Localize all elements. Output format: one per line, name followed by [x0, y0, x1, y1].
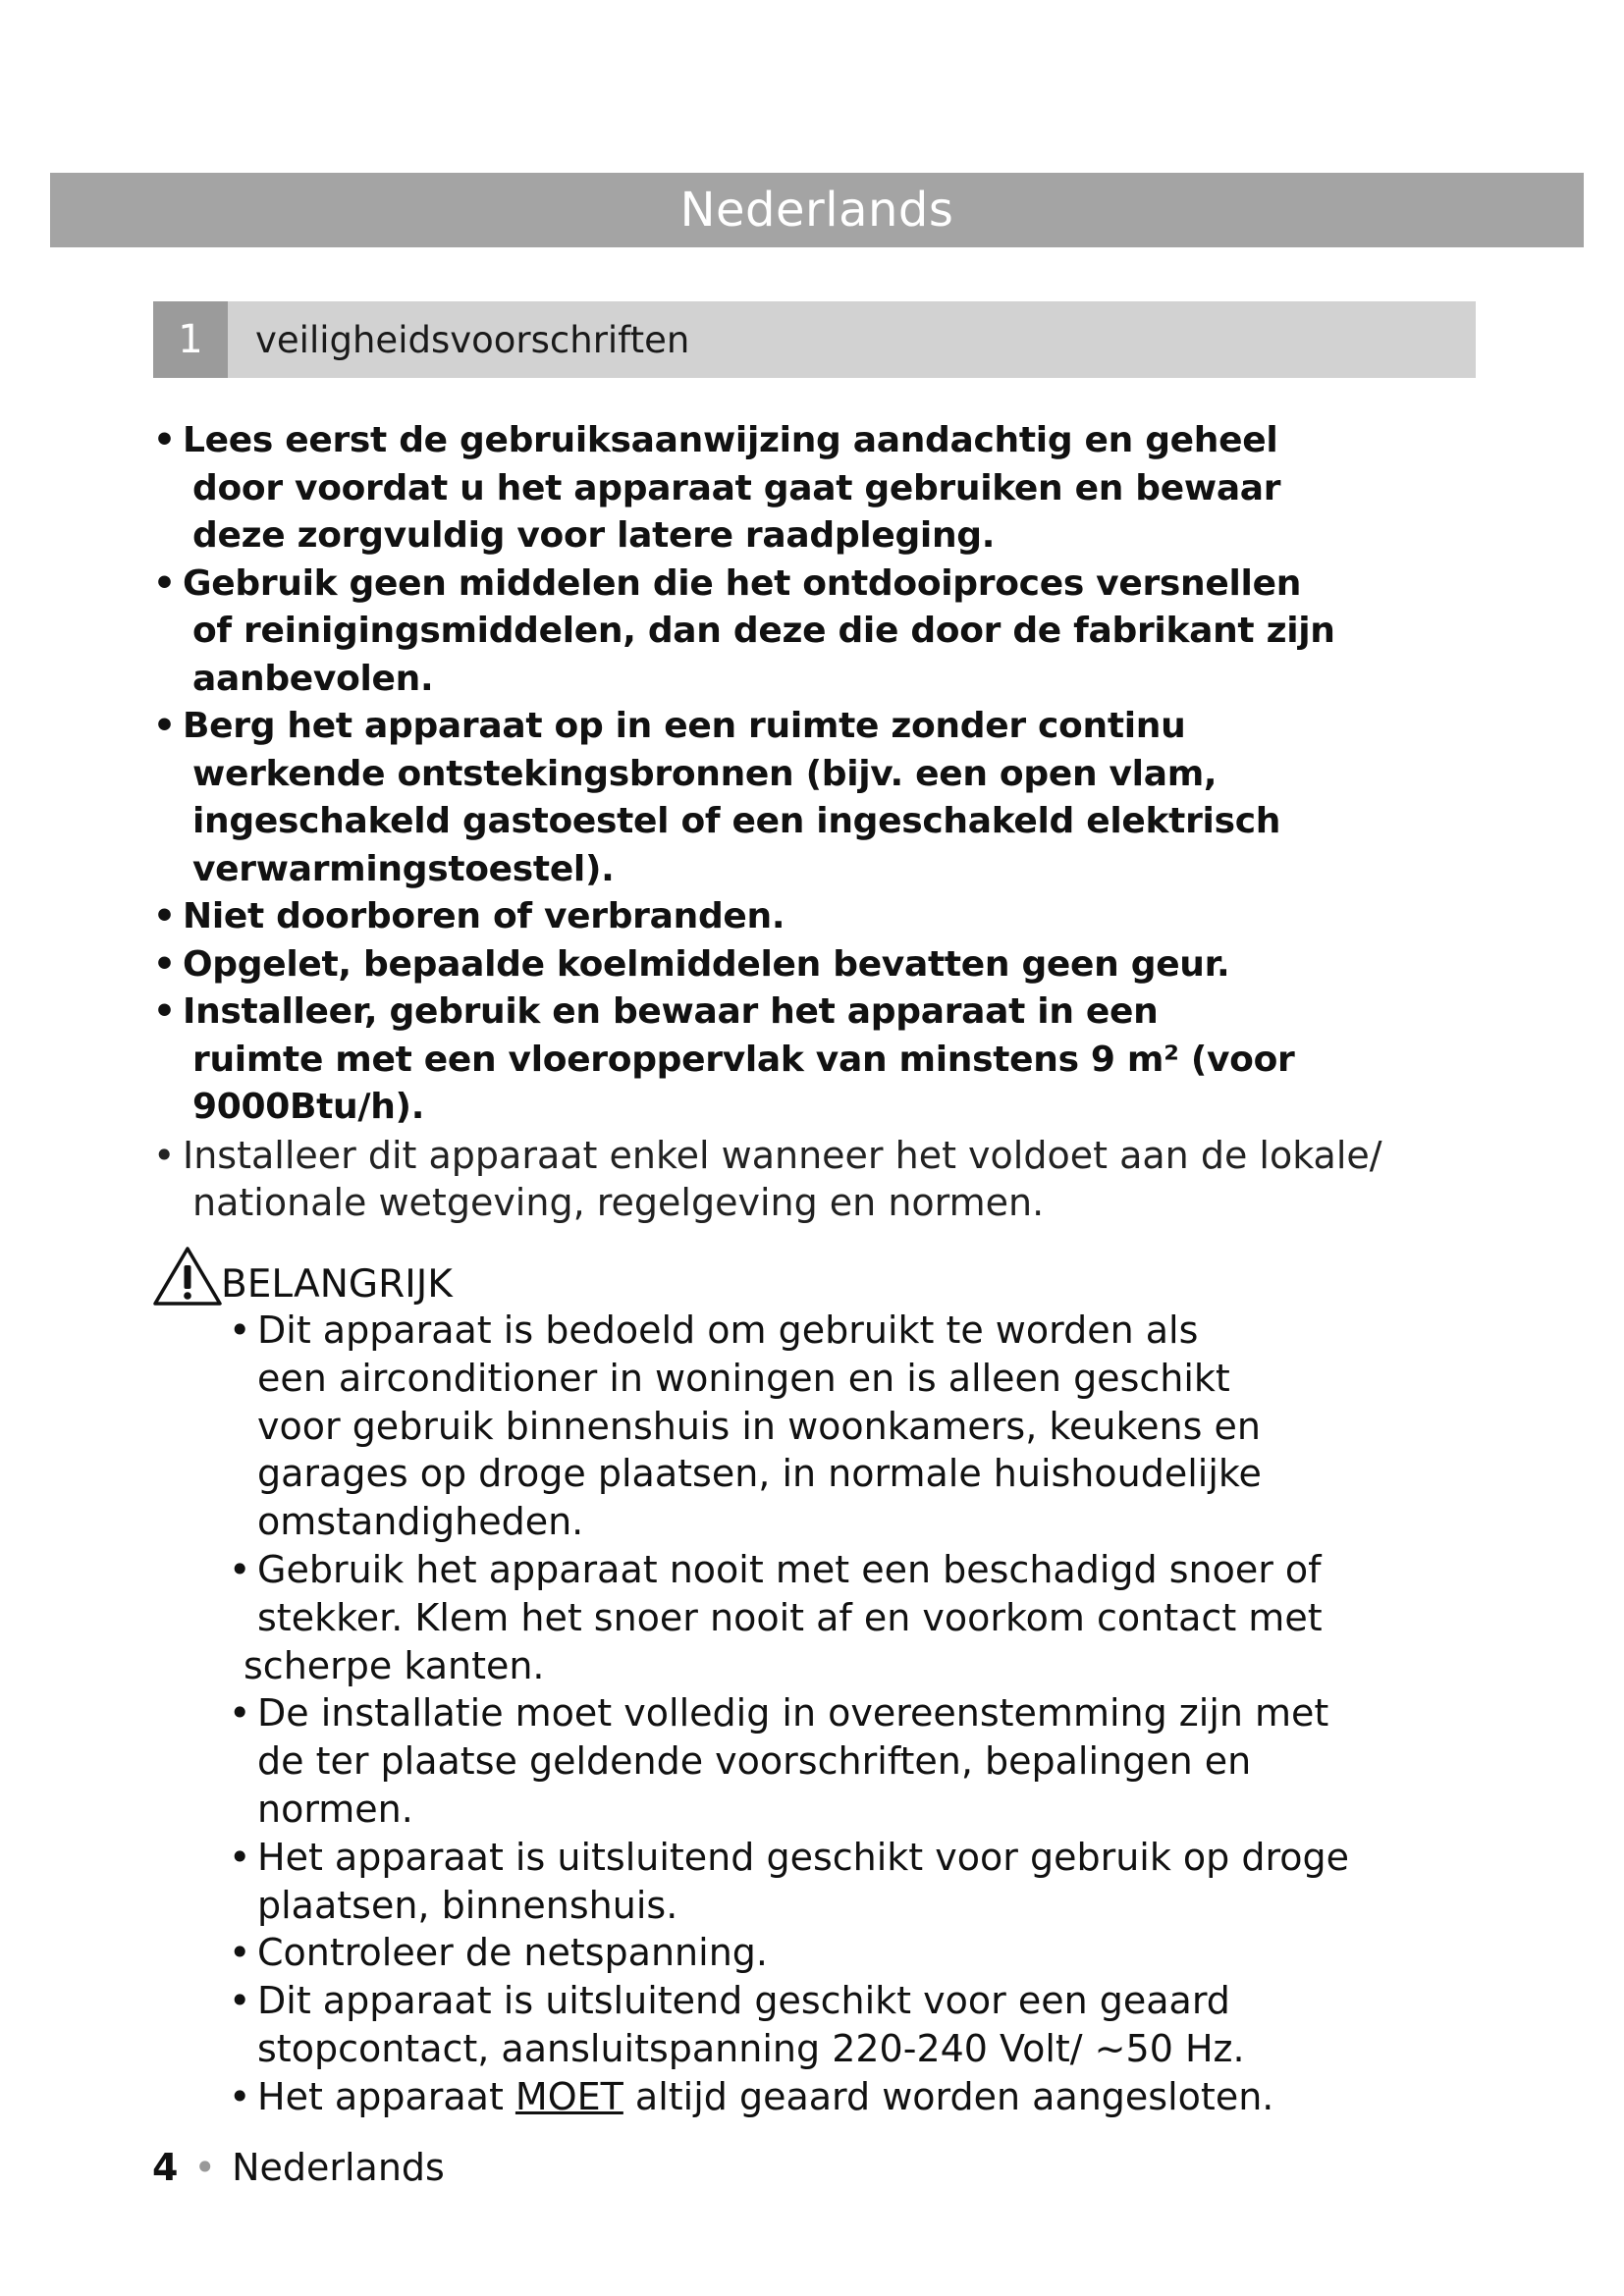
important-item	[225, 1929, 1507, 1977]
bullet-dot: •	[153, 420, 176, 460]
important-item	[225, 1307, 1507, 1546]
ground-emphasis: MOET	[514, 2074, 623, 2118]
important-item-ground	[225, 2073, 1507, 2121]
bullet-line: of reinigingsmiddelen, dan deze die door de fabrikant zijn	[192, 611, 1335, 651]
language-banner	[50, 173, 1584, 247]
important-line: Het apparaat is uitsluitend geschikt voor gebruik op droge	[257, 1835, 1350, 1879]
bullet-dot: •	[229, 1931, 251, 1975]
bullet-line: ruimte met een vloeroppervlak van minstens 9 m² (voor	[192, 1039, 1295, 1080]
bullet-line: Gebruik geen middelen die het ontdooiproces versnellen	[183, 562, 1302, 604]
bullet-dot: •	[153, 896, 176, 936]
important-line: omstandigheden.	[257, 1500, 584, 1544]
important-line: stopcontact, aansluitspanning 220-240 Volt/ ~50 Hz.	[257, 2026, 1245, 2070]
bullet-dot: •	[229, 1691, 251, 1735]
bullet-line: Niet doorboren of verbranden.	[183, 896, 785, 936]
section-number: 1	[153, 301, 228, 378]
bullet-line: ingeschakeld gastoestel of een ingeschakeld elektrisch	[192, 801, 1281, 841]
safety-bullet	[149, 1132, 1485, 1227]
safety-bullet	[149, 561, 1485, 704]
important-line: scherpe kanten.	[244, 1643, 545, 1687]
bullet-line: nationale wetgeving, regelgeving en normen.	[192, 1181, 1045, 1224]
bullet-dot: •	[229, 1979, 251, 2023]
important-line: garages op droge plaatsen, in normale huishoudelijke	[257, 1452, 1262, 1496]
important-line: Controleer de netspanning.	[257, 1931, 768, 1975]
bullet-line: Lees eerst de gebruiksaanwijzing aandachtig en geheel	[183, 420, 1278, 460]
section-header	[153, 301, 1476, 378]
bullet-dot: •	[153, 706, 176, 746]
bullet-line: Opgelet, bepaalde koelmiddelen bevatten geen geur.	[183, 943, 1230, 985]
important-item	[225, 1546, 1507, 1689]
important-line: Dit apparaat is bedoeld om gebruikt te worden als	[257, 1308, 1199, 1352]
bullet-dot: •	[229, 1835, 251, 1879]
bullet-line: deze zorgvuldig voor latere raadpleging.	[192, 515, 996, 556]
footer-separator: •	[193, 2146, 216, 2189]
important-line: Dit apparaat is uitsluitend geschikt voor een geaard	[257, 1979, 1230, 2023]
safety-bullet	[149, 988, 1485, 1132]
safety-bullet	[149, 703, 1485, 893]
page-footer	[152, 2146, 445, 2189]
safety-bullet	[149, 893, 1485, 941]
footer-language: Nederlands	[232, 2146, 445, 2189]
bullet-dot: •	[153, 943, 176, 985]
ground-text-after: altijd geaard worden aangesloten.	[623, 2074, 1274, 2118]
bullet-line: 9000Btu/h).	[192, 1087, 425, 1127]
bullet-dot: •	[229, 1308, 251, 1352]
important-block	[152, 1242, 1507, 2121]
warning-icon	[152, 1246, 223, 1307]
important-line: voor gebruik binnenshuis in woonkamers, keukens en	[257, 1404, 1261, 1448]
page-number: 4	[152, 2146, 179, 2189]
bullet-line: aanbevolen.	[192, 658, 434, 699]
bullet-line: werkende ontstekingsbronnen (bijv. een open vlam,	[192, 753, 1218, 794]
important-line: normen.	[257, 1787, 413, 1831]
important-item	[225, 1834, 1507, 1930]
bullet-line: Installeer dit apparaat enkel wanneer het voldoet aan de lokale/	[183, 1133, 1382, 1177]
important-list	[225, 1307, 1507, 2121]
bullet-line: Installeer, gebruik en bewaar het apparaat in een	[183, 991, 1159, 1032]
safety-bullet	[149, 417, 1485, 561]
bullet-line: door voordat u het apparaat gaat gebruiken en bewaar	[192, 467, 1281, 508]
important-line: de ter plaatse geldende voorschriften, bepalingen en	[257, 1739, 1252, 1784]
bullet-dot: •	[153, 1133, 176, 1177]
bullet-dot: •	[229, 2074, 251, 2118]
important-item	[225, 1977, 1507, 2073]
bullet-line: Berg het apparaat op in een ruimte zonder continu	[183, 706, 1186, 746]
bullet-line: verwarmingstoestel).	[192, 848, 615, 889]
language-title: Nederlands	[679, 183, 954, 238]
important-item	[225, 1689, 1507, 1833]
safety-bullet-list	[149, 417, 1485, 1227]
important-line: stekker. Klem het snoer nooit af en voorkom contact met	[257, 1595, 1323, 1639]
important-line: een airconditioner in woningen en is alleen geschikt	[257, 1356, 1230, 1400]
safety-bullet	[149, 941, 1485, 989]
bullet-dot: •	[229, 1547, 251, 1591]
important-line: De installatie moet volledig in overeenstemming zijn met	[257, 1691, 1329, 1735]
ground-text-before: Het apparaat	[257, 2074, 515, 2118]
section-title: veiligheidsvoorschriften	[255, 318, 690, 361]
important-line: Gebruik het apparaat nooit met een beschadigd snoer of	[257, 1547, 1322, 1591]
bullet-dot: •	[153, 991, 176, 1032]
important-line: plaatsen, binnenshuis.	[257, 1883, 678, 1927]
bullet-dot: •	[153, 562, 176, 604]
important-title: BELANGRIJK	[221, 1262, 453, 1307]
